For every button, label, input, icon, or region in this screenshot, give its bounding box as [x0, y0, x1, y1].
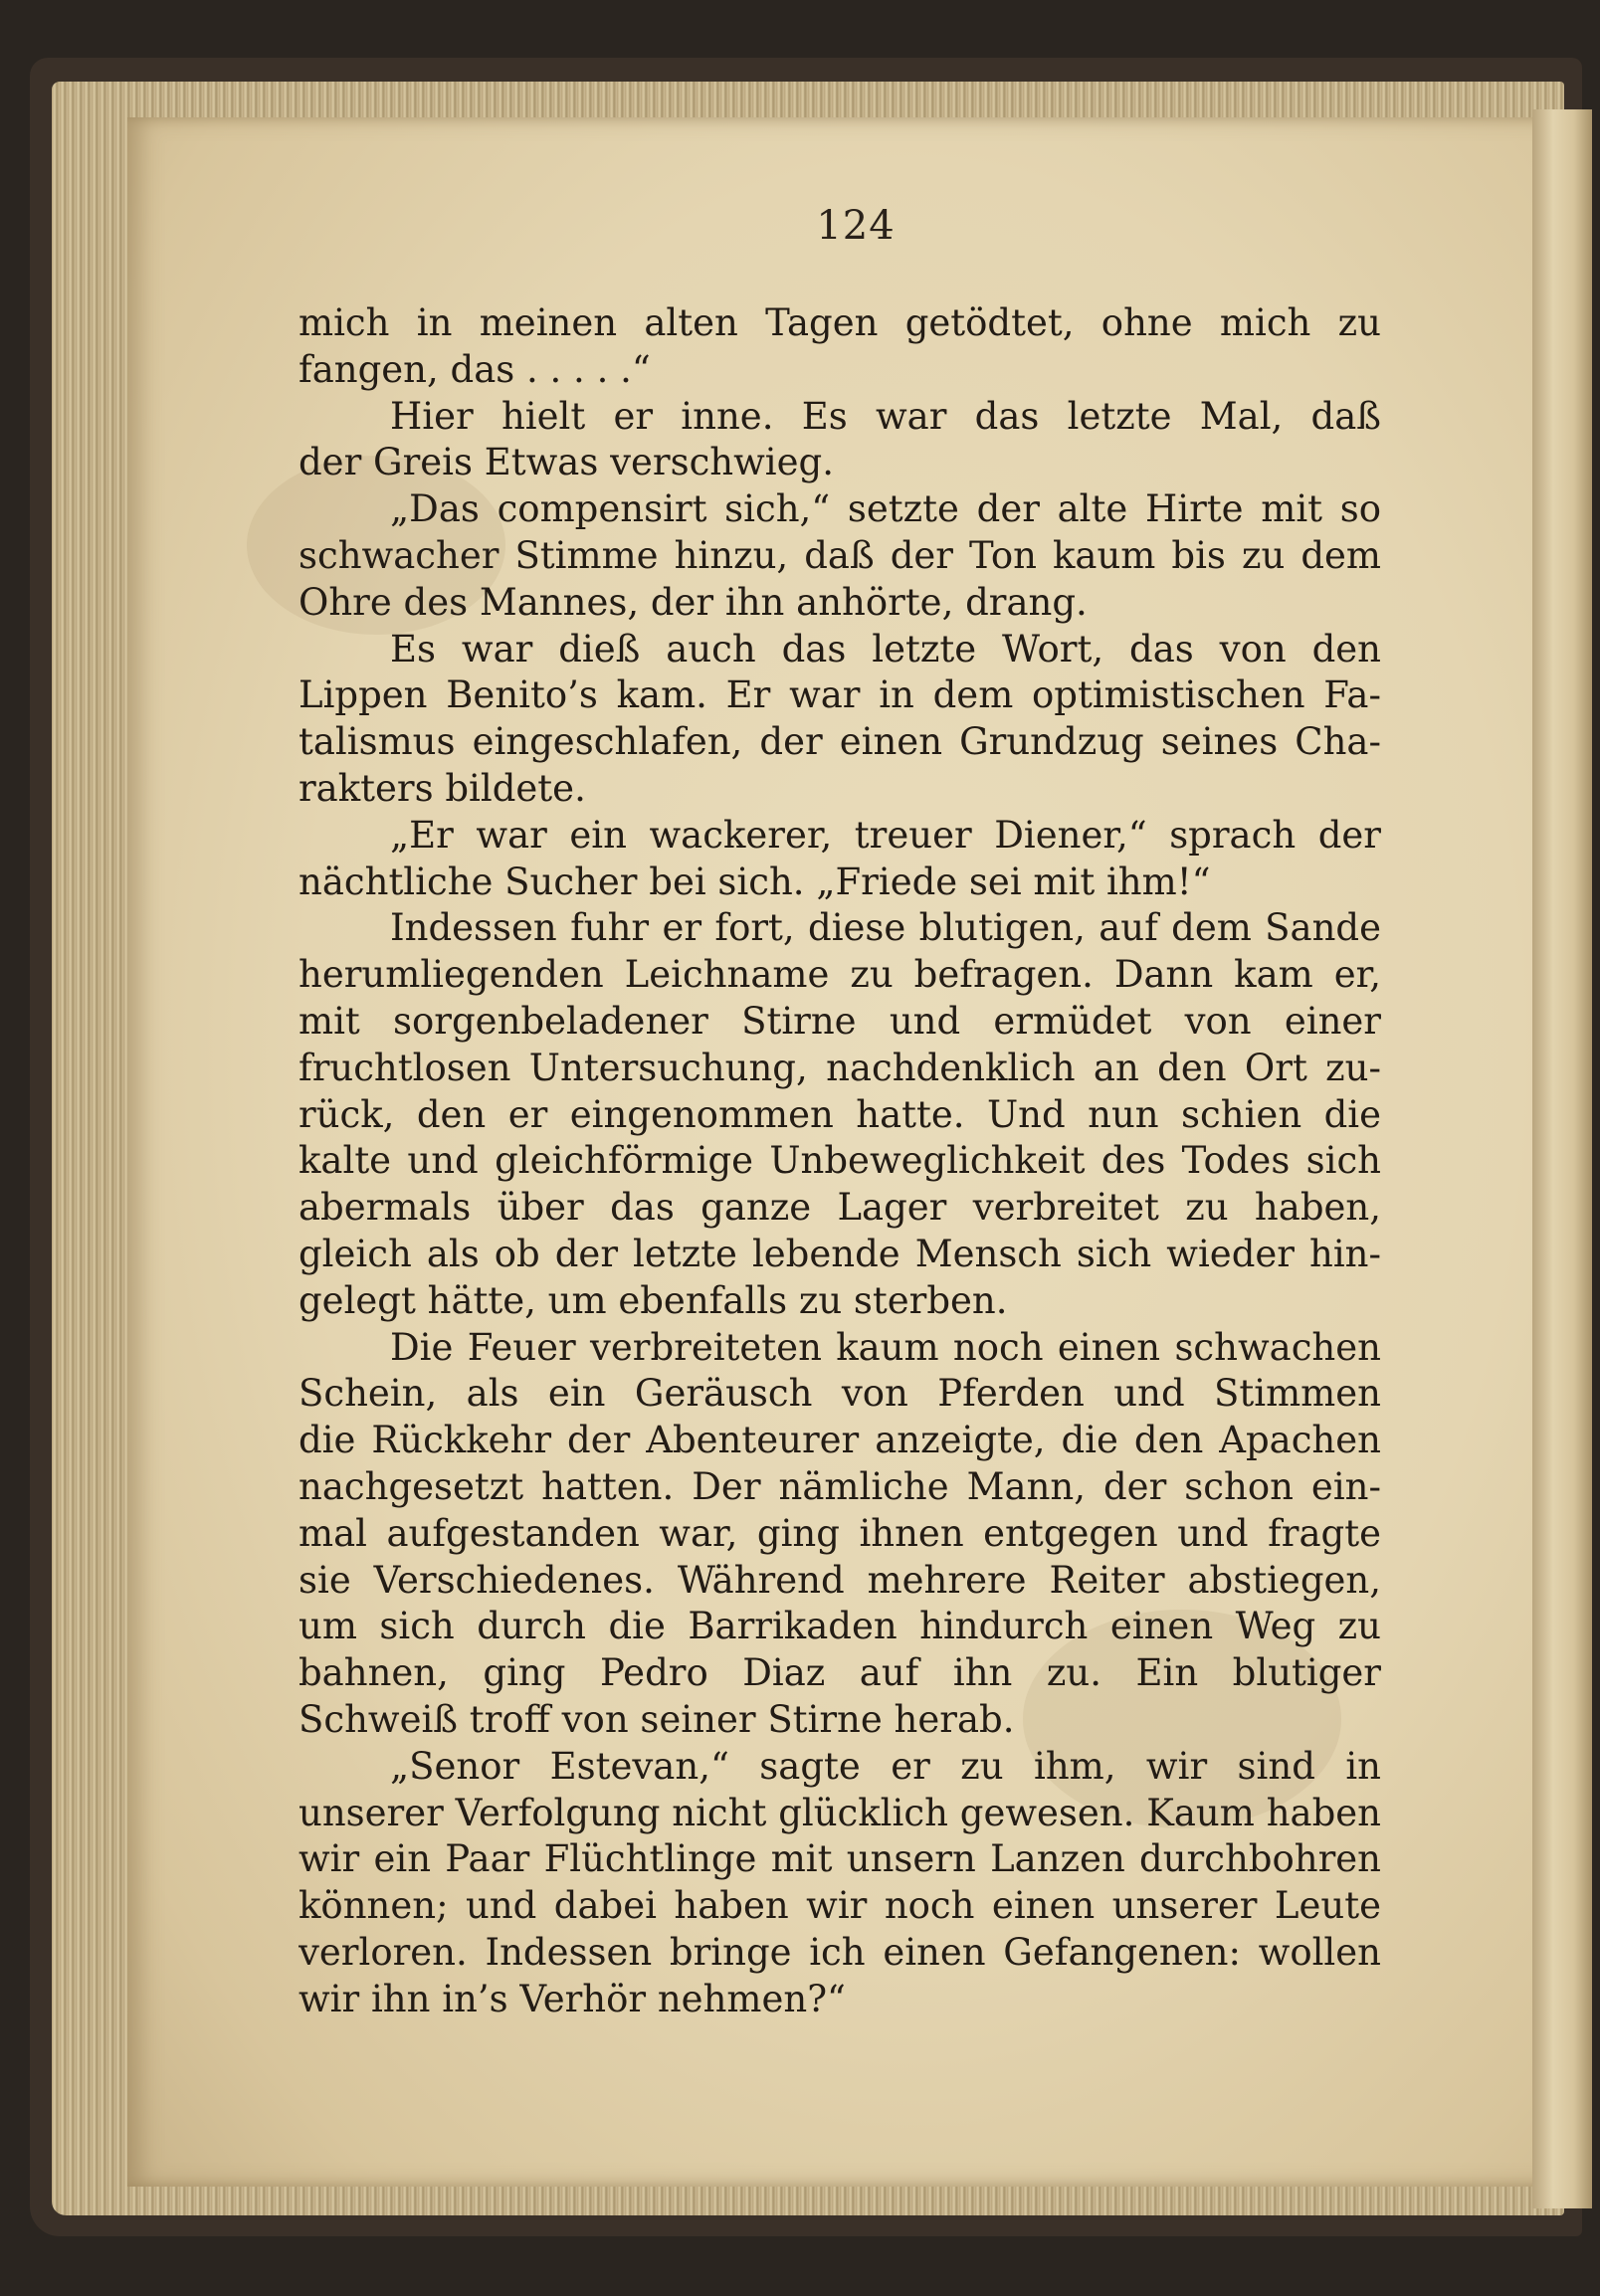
- text-line: Die Feuer verbreiteten kaum noch einen schwachen: [390, 1325, 1381, 1369]
- text-line: verloren. Indessen bringe ich einen Gefangenen: wollen: [299, 1930, 1381, 1974]
- text-line: gleich als ob der letzte lebende Mensch sich wieder hin-: [299, 1232, 1381, 1275]
- text-line: „Er war ein wackerer, treuer Diener,“ sprach der: [390, 813, 1381, 857]
- text-line: abermals über das ganze Lager verbreitet zu haben,: [299, 1186, 1381, 1230]
- text-line: Lippen Benito’s kam. Er war in dem optimistischen Fa-: [299, 673, 1381, 717]
- text-line: Ohre des Mannes, der ihn anhörte, drang.: [299, 580, 1088, 624]
- text-line: um sich durch die Barrikaden hindurch einen Weg zu: [299, 1605, 1381, 1648]
- page-number: 124: [816, 203, 896, 249]
- text-line: talismus eingeschlafen, der einen Grundzug seines Cha-: [299, 720, 1381, 764]
- text-line: sie Verschiedenes. Während mehrere Reiter abstiegen,: [299, 1558, 1381, 1602]
- text-line: bahnen, ging Pedro Diaz auf ihn zu. Ein blutiger: [299, 1651, 1381, 1695]
- text-line: unserer Verfolgung nicht glücklich gewesen. Kaum haben: [299, 1791, 1381, 1834]
- book-gutter: [1532, 109, 1592, 2208]
- text-line: kalte und gleichförmige Unbeweglichkeit des Todes sich: [299, 1139, 1381, 1183]
- text-line: herumliegenden Leichname zu befragen. Dann kam er,: [299, 953, 1381, 997]
- text-line: nachgesetzt hatten. Der nämliche Mann, der schon ein-: [299, 1464, 1381, 1508]
- text-line: wir ihn in’s Verhör nehmen?“: [299, 1977, 846, 2020]
- text-line: mich in meinen alten Tagen getödtet, ohne mich zu: [299, 301, 1381, 344]
- text-line: fangen, das . . . . .“: [299, 347, 651, 391]
- text-line: können; und dabei haben wir noch einen unserer Leute: [299, 1884, 1381, 1928]
- text-line: nächtliche Sucher bei sich. „Friede sei mit ihm!“: [299, 860, 1211, 903]
- text-line: rakters bildete.: [299, 766, 586, 810]
- text-line: Hier hielt er inne. Es war das letzte Mal, daß: [390, 394, 1381, 438]
- text-line: fruchtlosen Untersuchung, nachdenklich an den Ort zu-: [299, 1046, 1381, 1089]
- text-line: die Rückkehr der Abenteurer anzeigte, die den Apachen: [299, 1419, 1381, 1462]
- text-line: wir ein Paar Flüchtlinge mit unsern Lanzen durchbohren: [299, 1837, 1381, 1881]
- text-line: „Senor Estevan,“ sagte er zu ihm, wir sind in: [390, 1744, 1381, 1788]
- text-line: Schweiß troff von seiner Stirne herab.: [299, 1697, 1015, 1741]
- body-text: [299, 300, 1381, 2022]
- text-line: gelegt hätte, um ebenfalls zu sterben.: [299, 1278, 1008, 1322]
- text-line: mit sorgenbeladener Stirne und ermüdet von einer: [299, 999, 1381, 1043]
- text-line: mal aufgestanden war, ging ihnen entgegen und fragte: [299, 1511, 1381, 1555]
- text-line: rück, den er eingenommen hatte. Und nun schien die: [299, 1092, 1381, 1136]
- text-line: Schein, als ein Geräusch von Pferden und Stimmen: [299, 1372, 1381, 1416]
- text-line: Indessen fuhr er fort, diese blutigen, auf dem Sande: [390, 906, 1381, 950]
- text-line: der Greis Etwas verschwieg.: [299, 441, 834, 484]
- text-line: „Das compensirt sich,“ setzte der alte Hirte mit so: [390, 487, 1381, 531]
- text-line: schwacher Stimme hinzu, daß der Ton kaum bis zu dem: [299, 533, 1381, 577]
- text-line: Es war dieß auch das letzte Wort, das von den: [390, 627, 1381, 670]
